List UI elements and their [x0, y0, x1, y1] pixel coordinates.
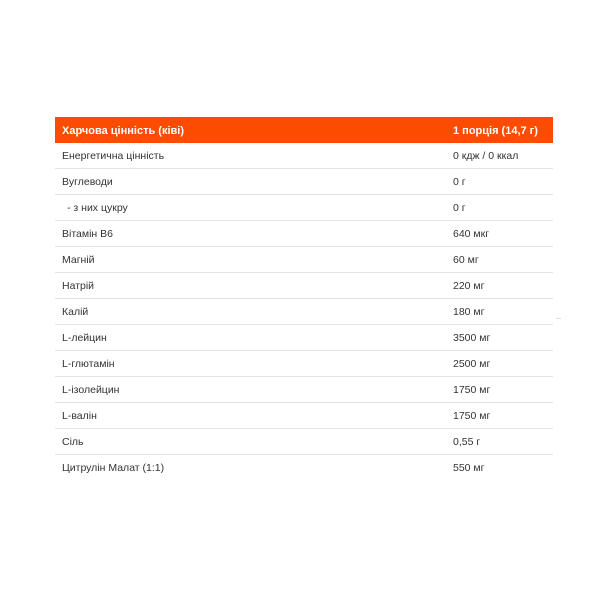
table-row — [55, 143, 553, 169]
nutrient-value: 180 мг — [446, 299, 553, 325]
nutrient-value: 0 кдж / 0 ккал — [446, 143, 553, 169]
table-row — [55, 273, 553, 299]
table-header-row — [55, 118, 553, 144]
nutrient-name: Енергетична цінність — [55, 143, 446, 169]
table-row — [55, 403, 553, 429]
nutrient-value: 640 мкг — [446, 221, 553, 247]
header-serving-label: 1 порція (14,7 г) — [446, 118, 553, 144]
nutrient-name: Натрій — [55, 273, 446, 299]
table-row — [55, 169, 553, 195]
nutrient-name: L-лейцин — [55, 325, 446, 351]
nutrient-name: Цитрулін Малат (1:1) — [62, 461, 165, 474]
nutrient-value: 2500 мг — [446, 351, 553, 377]
table-row — [55, 455, 553, 481]
nutrient-name: L-валін — [55, 403, 446, 429]
nutrient-value: 0 г — [446, 169, 553, 195]
header-nutrient-label: Харчова цінність (ківі) — [55, 118, 446, 144]
nutrition-facts-table — [55, 117, 553, 480]
table-row — [55, 351, 553, 377]
table-row — [55, 377, 553, 403]
table-row — [55, 429, 553, 455]
nutrient-name: Вітамін В6 — [55, 221, 446, 247]
nutrient-name: Магній — [55, 247, 446, 273]
table-row — [55, 325, 553, 351]
nutrient-value: 1750 мг — [446, 377, 553, 403]
nutrient-value: 0,55 г — [446, 429, 553, 455]
nutrient-value: 1750 мг — [446, 403, 553, 429]
table-row — [55, 247, 553, 273]
nutrient-value: 220 мг — [446, 273, 553, 299]
nutrient-name: Сіль — [55, 429, 446, 455]
nutrient-value: 0 г — [446, 195, 553, 221]
nutrient-name: Вуглеводи — [55, 169, 446, 195]
nutrient-name: Калій — [55, 299, 446, 325]
divider-mark — [556, 318, 561, 319]
nutrient-name: L-ізолейцин — [55, 377, 446, 403]
nutrient-value: 550 мг — [453, 461, 485, 474]
table-row — [55, 299, 553, 325]
nutrient-name: - з них цукру — [55, 195, 446, 221]
nutrient-value: 3500 мг — [446, 325, 553, 351]
table-row — [55, 195, 553, 221]
table-row — [55, 221, 553, 247]
nutrient-name: L-глютамін — [55, 351, 446, 377]
nutrient-value: 60 мг — [446, 247, 553, 273]
